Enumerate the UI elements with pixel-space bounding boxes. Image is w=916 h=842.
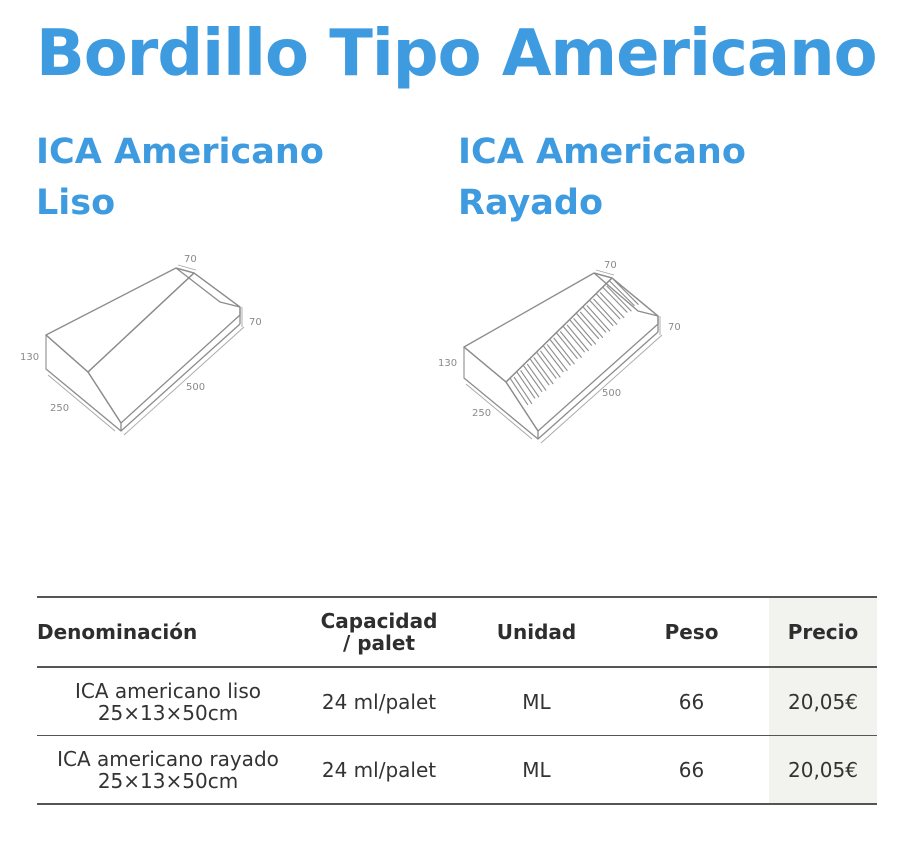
cell-capacidad: 24 ml/palet <box>321 757 437 782</box>
table-row <box>37 667 877 736</box>
product-table <box>37 596 877 805</box>
dim-side-label: 70 <box>249 317 262 328</box>
dim-top-label: 70 <box>604 260 617 271</box>
product-heading-line1: ICA Americano <box>36 132 324 172</box>
header-capacidad-line2: / palet <box>342 631 416 655</box>
header-unidad: Unidad <box>496 620 577 644</box>
product-heading-rayado <box>458 127 746 229</box>
header-capacidad-line1: Capacidad <box>320 609 438 633</box>
header-precio: Precio <box>769 597 877 667</box>
cell-denominacion <box>37 736 299 805</box>
dim-width-label: 250 <box>472 408 492 419</box>
table-row <box>37 736 877 805</box>
product-name: ICA americano liso <box>74 678 261 703</box>
curb-liso-diagram <box>20 245 270 440</box>
rib-pattern <box>510 279 639 405</box>
dim-side-label: 70 <box>668 322 681 333</box>
curb-rayado-diagram <box>436 250 686 445</box>
cell-peso: 66 <box>678 757 705 782</box>
dim-height-label: 130 <box>20 352 40 363</box>
product-heading-line2: Rayado <box>458 183 604 223</box>
cell-unidad: ML <box>522 757 551 782</box>
dim-length-label: 500 <box>602 388 622 399</box>
dim-length-label: 500 <box>186 382 206 393</box>
cell-unidad: ML <box>522 689 551 714</box>
dim-width-label: 250 <box>50 403 70 414</box>
product-heading-line2: Liso <box>36 183 116 223</box>
cell-precio: 20,05€ <box>769 736 877 805</box>
dim-top-label: 70 <box>184 254 197 265</box>
product-heading-liso <box>36 127 324 229</box>
cell-peso: 66 <box>678 689 705 714</box>
header-peso: Peso <box>664 620 719 644</box>
header-capacidad <box>299 597 459 667</box>
product-heading-line1: ICA Americano <box>458 132 746 172</box>
table-header-row <box>37 597 877 667</box>
page-title: Bordillo Tipo Americano <box>36 17 877 91</box>
product-size: 25×13×50cm <box>97 700 239 725</box>
product-size: 25×13×50cm <box>97 768 239 793</box>
cell-precio: 20,05€ <box>769 667 877 736</box>
product-name: ICA americano rayado <box>57 746 279 771</box>
dim-height-label: 130 <box>438 358 458 369</box>
cell-denominacion <box>37 667 299 736</box>
cell-capacidad: 24 ml/palet <box>321 689 437 714</box>
header-denominacion: Denominación <box>37 620 198 644</box>
